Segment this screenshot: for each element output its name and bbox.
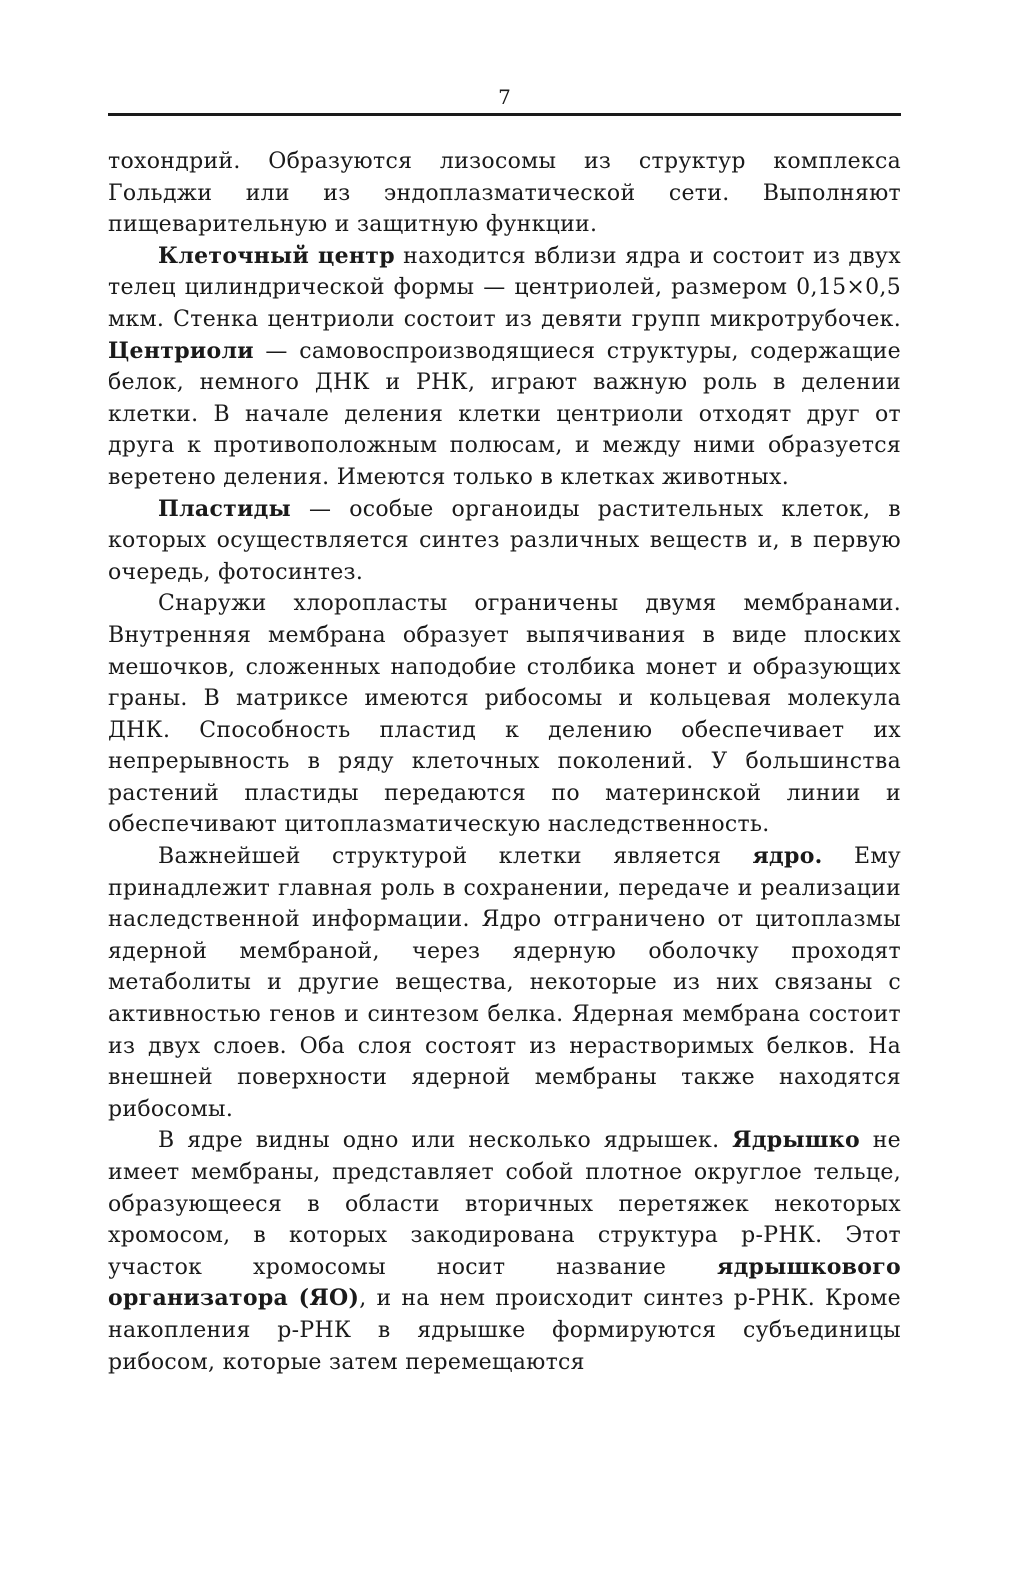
text-run: Снаружи хлоропласты ограничены двумя мембранами. Внутренняя мембрана образует выпячивания в виде плоских мешочков, сложенных наподобие столбика монет и образующих граны. В матриксе имеются рибосомы и кольцевая молекула ДНК. Способность пластид к делению обеспечивает их непрерывность в ряду клеточных поколений. У большинства растений пластиды передаются по материнской линии и обеспечивают цитоплазматическую наследственность. xyxy=(108,591,901,838)
bold-term: Клеточный центр xyxy=(158,242,395,269)
bold-term: ядрышкового организатора (ЯО) xyxy=(108,1253,901,1312)
bold-term: Ядрышко xyxy=(732,1127,860,1154)
text-run: находится вблизи ядра и состоит из двух телец цилиндрической формы — центриолей, размером 0,15×0,5 мкм. Стенка центриоли состоит из девяти групп микротрубочек. xyxy=(108,243,901,332)
paragraph xyxy=(108,494,901,589)
paragraph xyxy=(108,241,901,494)
paragraph xyxy=(108,1125,901,1378)
paragraph xyxy=(108,146,901,241)
text-run: — самовоспроизводящиеся структуры, содержащие белок, немного ДНК и РНК, играют важную роль в делении клетки. В начале деления клетки центриоли отходят друг от друга к противоположным полюсам, и между ними образуется веретено деления. Имеются только в клетках животных. xyxy=(108,338,901,490)
text-run: , и на нем происходит синтез р-РНК. Кроме накопления р-РНК в ядрышке формируются субъединицы рибосом, которые затем перемещаются xyxy=(108,1286,902,1375)
bold-term: Центриоли xyxy=(108,337,254,364)
paragraph xyxy=(108,588,901,841)
page-number: 7 xyxy=(498,85,511,109)
text-run: тохондрий. Образуются лизосомы из структур комплекса Гольджи или из эндоплазматической сети. Выполняют пищеварительную и защитную функции. xyxy=(108,149,901,238)
text-run: В ядре видны одно или несколько ядрышек. xyxy=(158,1128,733,1154)
body-text xyxy=(108,146,901,1378)
bold-term: Пластиды xyxy=(158,495,292,522)
text-run: Важнейшей структурой клетки является xyxy=(158,844,753,870)
header-rule xyxy=(108,113,901,116)
text-run: — особые органоиды растительных клеток, в которых осуществляется синтез различных веществ и, в первую очередь, фотосинтез. xyxy=(108,496,901,585)
text-run: не имеет мембраны, представляет собой плотное округлое тельце, образующееся в области вторичных перетяжек некоторых хромосом, в которых закодирована структура р-РНК. Этот участок хромосомы носит название xyxy=(108,1128,901,1280)
text-run: Ему принадлежит главная роль в сохранении, передаче и реализации наследственной информации. Ядро отграничено от цитоплазмы ядерной мембраной, через ядерную оболочку проходят метаболиты и другие вещества, некоторые из них связаны с активностью генов и синтезом белка. Ядерная мембрана состоит из двух слоев. Оба слоя состоят из нерастворимых белков. На внешней поверхности ядерной мембраны также находятся рибосомы. xyxy=(108,844,901,1122)
paragraph xyxy=(108,841,901,1125)
bold-term: ядро. xyxy=(752,843,823,870)
